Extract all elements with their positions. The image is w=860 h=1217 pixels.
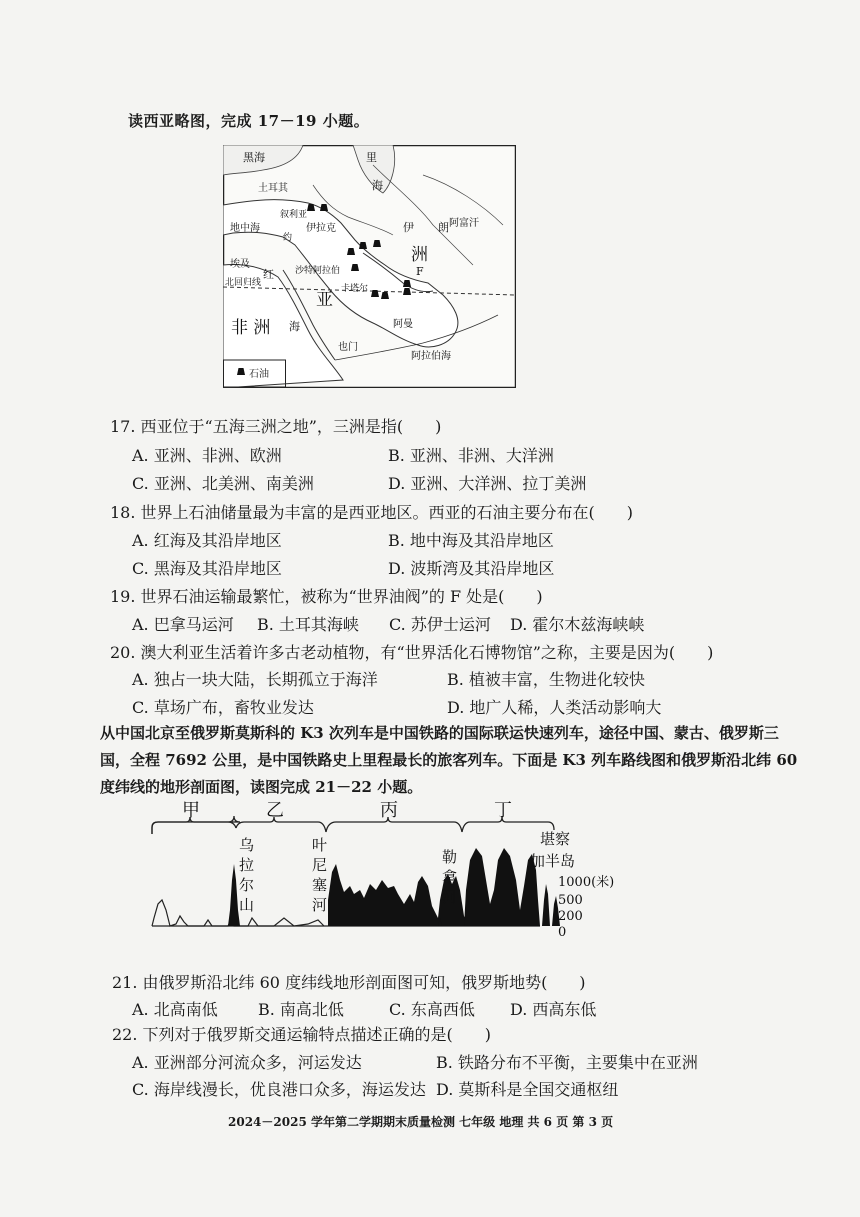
map-label-africa: 非 洲 — [231, 318, 271, 338]
question-22-option-d[interactable]: D. 莫斯科是全国交通枢纽 — [436, 1080, 619, 1099]
map-label-yemen: 也门 — [338, 342, 358, 353]
question-18-stem: 18. 世界上石油储量最为丰富的是西亚地区。西亚的石油主要分布在( ) — [110, 503, 634, 522]
axis-tick-0: 0 — [558, 925, 567, 940]
question-21-option-d[interactable]: D. 西高东低 — [510, 1000, 597, 1019]
intro-17-19: 读西亚略图，完成 17－19 小题。 — [128, 112, 370, 130]
question-19-option-d[interactable]: D. 霍尔木兹海峡峡 — [510, 615, 645, 634]
question-21-option-c[interactable]: C. 东高西低 — [389, 1000, 475, 1019]
map-label-arabian-sea: 阿拉伯海 — [411, 351, 451, 362]
question-22-option-c[interactable]: C. 海岸线漫长，优良港口众多，海运发达 — [132, 1080, 426, 1099]
passage-21-22: 从中国北京至俄罗斯莫斯科的 K3 次列车是中国铁路的国际联运快速列车，途径中国、蒙古、俄罗斯三国，全程 7692 公里，是中国铁路史上里程最长的旅客列车。下面是 K3 列车路线图和俄罗斯沿北纬 60 度纬线的地形剖面图，读图完成 21－22 小题。 — [100, 724, 798, 796]
map-label-saudi: 沙特阿拉伯 — [295, 266, 341, 276]
map-label-iran-2: 朗 — [438, 221, 449, 234]
map-label-asia-ya: 亚 — [316, 290, 333, 310]
map-label-turkey: 土耳其 — [258, 183, 288, 194]
label-yenisei-1: 叶 — [312, 836, 328, 854]
question-19-option-c[interactable]: C. 苏伊士运河 — [389, 615, 491, 634]
profile-section-ding: 丁 — [494, 800, 512, 821]
question-17-option-c[interactable]: C. 亚洲、北美洲、南美洲 — [132, 474, 314, 493]
map-label-caspian-1: 里 — [366, 151, 377, 164]
question-19-option-b[interactable]: B. 土耳其海峡 — [257, 615, 359, 634]
label-lena-2: 拿 — [442, 868, 458, 886]
map-label-jordan: 约 — [283, 233, 293, 243]
label-lena-3: 河 — [442, 888, 458, 906]
russia-profile-diagram — [148, 800, 618, 940]
profile-section-bing: 丙 — [380, 800, 398, 821]
map-legend-oil-label: 石油 — [249, 369, 269, 380]
map-label-egypt: 埃及 — [230, 259, 250, 270]
question-20-option-d[interactable]: D. 地广人稀，人类活动影响大 — [447, 698, 662, 717]
question-17-option-b[interactable]: B. 亚洲、非洲、大洋洲 — [388, 446, 554, 465]
map-label-red-sea: 红 — [263, 268, 274, 281]
question-20-option-a[interactable]: A. 独占一块大陆，长期孤立于海洋 — [132, 670, 378, 689]
profile-section-yi: 乙 — [266, 800, 284, 821]
map-label-f-point: F — [416, 265, 424, 278]
map-label-iraq: 伊拉克 — [306, 223, 336, 234]
question-20-option-b[interactable]: B. 植被丰富，生物进化较快 — [447, 670, 645, 689]
question-17-option-a[interactable]: A. 亚洲、非洲、欧洲 — [132, 446, 282, 465]
question-22-stem: 22. 下列对于俄罗斯交通运输特点描述正确的是( ) — [112, 1025, 492, 1044]
question-17-stem: 17. 西亚位于“五海三洲之地”，三洲是指( ) — [110, 417, 442, 436]
question-18-option-b[interactable]: B. 地中海及其沿岸地区 — [388, 531, 554, 550]
question-21-stem: 21. 由俄罗斯沿北纬 60 度纬线地形剖面图可知，俄罗斯地势( ) — [112, 973, 586, 992]
question-19-option-a[interactable]: A. 巴拿马运河 — [132, 615, 234, 634]
label-yenisei-2: 尼 — [312, 856, 328, 874]
label-ural-3: 尔 — [239, 876, 255, 894]
label-ural-2: 拉 — [239, 856, 255, 874]
question-22-option-b[interactable]: B. 铁路分布不平衡，主要集中在亚洲 — [436, 1053, 698, 1072]
axis-tick-500: 500 — [558, 893, 583, 908]
question-19-stem: 19. 世界石油运输最繁忙，被称为“世界油阀”的 F 处是( ) — [110, 587, 543, 606]
label-kamchatka-2: 加半岛 — [530, 852, 576, 870]
map-label-oman: 阿曼 — [393, 319, 413, 330]
label-yenisei-4: 河 — [312, 896, 328, 914]
question-21-option-b[interactable]: B. 南高北低 — [258, 1000, 344, 1019]
map-label-caspian-2: 海 — [372, 179, 383, 192]
axis-tick-1000: 1000(米) — [558, 875, 615, 890]
map-label-syria: 叙利亚 — [280, 210, 308, 220]
question-21-option-a[interactable]: A. 北高南低 — [132, 1000, 218, 1019]
map-label-iran-1: 伊 — [403, 221, 414, 234]
map-label-sea: 海 — [289, 320, 300, 333]
label-lena-1: 勒 — [442, 848, 458, 866]
page-footer: 2024－2025 学年第二学期期末质量检测 七年级 地理 共 6 页 第 3 页 — [228, 1115, 614, 1129]
profile-section-jia: 甲 — [182, 800, 200, 821]
label-yenisei-3: 塞 — [312, 876, 328, 894]
label-kamchatka-1: 堪察 — [540, 830, 571, 848]
question-22-option-a[interactable]: A. 亚洲部分河流众多，河运发达 — [132, 1053, 362, 1072]
axis-tick-200: 200 — [558, 909, 583, 924]
map-label-mediterranean: 地中海 — [230, 223, 260, 234]
question-18-option-d[interactable]: D. 波斯湾及其沿岸地区 — [388, 559, 555, 578]
label-ural-4: 山 — [239, 896, 255, 914]
map-label-tropic: 北回归线 — [225, 278, 262, 288]
label-ural-1: 乌 — [239, 836, 255, 854]
west-asia-map — [223, 145, 516, 388]
map-label-afghanistan: 阿富汗 — [449, 218, 479, 229]
question-18-option-a[interactable]: A. 红海及其沿岸地区 — [132, 531, 282, 550]
question-18-option-c[interactable]: C. 黑海及其沿岸地区 — [132, 559, 282, 578]
question-20-option-c[interactable]: C. 草场广布，畜牧业发达 — [132, 698, 314, 717]
map-label-qatar: 卡塔尔 — [341, 284, 369, 294]
question-17-option-d[interactable]: D. 亚洲、大洋洲、拉丁美洲 — [388, 474, 587, 493]
map-label-black-sea: 黑海 — [243, 151, 265, 164]
question-20-stem: 20. 澳大利亚生活着许多古老动植物，有“世界活化石博物馆”之称，主要是因为( ) — [110, 643, 714, 662]
map-label-asia-zhou: 洲 — [411, 245, 428, 265]
